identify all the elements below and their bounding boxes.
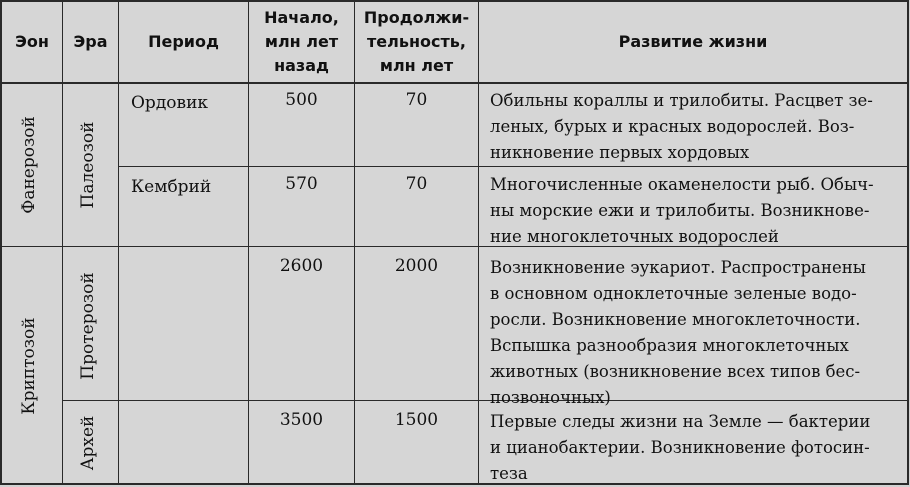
table-row-duration: 70 (405, 90, 428, 110)
era-archean: Архей (78, 415, 98, 471)
header-start: Начало, млн лет назад (264, 8, 339, 75)
header-era: Эра (73, 32, 108, 51)
header-eon: Эон (15, 32, 49, 51)
eon-cryptozoic: Криптозой (19, 317, 39, 415)
table-border-right (907, 0, 909, 485)
table-row-start: 570 (285, 174, 318, 194)
table-row-duration: 1500 (394, 410, 439, 430)
table-row-start: 2600 (279, 256, 324, 276)
era-proterozoic: Протерозой (78, 272, 98, 380)
table-row-start: 500 (285, 90, 318, 110)
table-row-duration: 2000 (394, 256, 439, 276)
table-row-start: 3500 (279, 410, 324, 430)
table-row-life: Многочисленные окаменелости рыб. Обыч- ны морские ежи и трилобиты. Возникнове- ние многоклеточных водорослей (490, 175, 874, 246)
table-row-life: Возникновение эукариот. Распространены в основном одноклеточные зеленые водо- росли. Возникновение многоклеточности. Вспышка разнообразия многоклеточных животных (возникновение всех типов бес- позвоночных) (490, 258, 866, 407)
header-period: Период (148, 32, 219, 51)
table-row-period: Ордовик (131, 93, 209, 113)
era-paleozoic: Палеозой (78, 121, 98, 209)
header-divider (0, 82, 909, 84)
row-divider-ordovician (118, 166, 909, 167)
table-row-life: Обильны кораллы и трилобиты. Расцвет зе- леных, бурых и красных водорослей. Воз- никновение первых хордовых (490, 91, 873, 162)
header-life: Развитие жизни (618, 32, 768, 51)
header-duration: Продолжи- тельность, млн лет (363, 8, 470, 75)
table-row-period: Кембрий (131, 177, 212, 197)
eon-phanerozoic: Фанерозой (19, 116, 39, 214)
table-row-life: Первые следы жизни на Земле — бактерии и цианобактерии. Возникновение фотосин- теза (490, 412, 871, 483)
table-row-duration: 70 (405, 174, 428, 194)
